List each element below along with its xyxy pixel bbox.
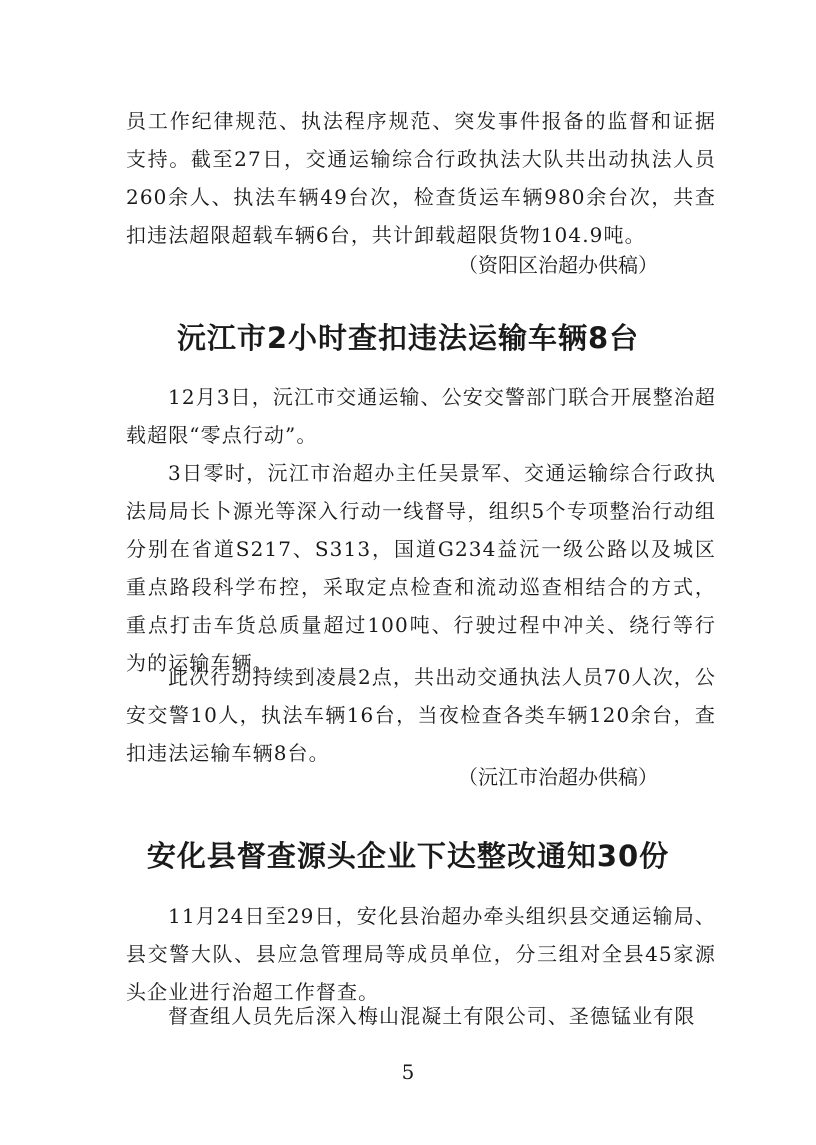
article2-title: 沅江市2小时查扣违法运输车辆8台: [176, 321, 640, 355]
article1-body: 员工作纪律规范、执法程序规范、突发事件报备的监督和证据支持。截至27日，交通运输综合行政执法大队共出动执法人员260余人、执法车辆49台次，检查货运车辆980余台次，共查扣违法超限超载车辆6台，共计卸载超限货物104.9吨。: [126, 109, 716, 247]
page-number: 5: [401, 1060, 415, 1084]
article2-paragraph: 此次行动持续到凌晨2点，共出动交通执法人员70人次，公安交警10人，执法车辆16台，当夜检查各类车辆120余台，查扣违法运输车辆8台。: [126, 665, 716, 765]
article3-paragraph: 督查组人员先后深入梅山混凝土有限公司、圣德锰业有限: [168, 1004, 696, 1028]
article3-title: 安化县督查源头企业下达整改通知30份: [146, 839, 670, 873]
article3-paragraph: 11月24日至29日，安化县治超办牵头组织县交通运输局、县交警大队、县应急管理局等成员单位，分三组对全县45家源头企业进行治超工作督查。: [126, 904, 716, 1004]
article2-paragraph: 12月3日，沅江市交通运输、公安交警部门联合开展整治超载超限“零点行动”。: [126, 385, 716, 447]
article2-source: （沅江市治超办供稿）: [458, 765, 658, 789]
article2-paragraph: 3日零时，沅江市治超办主任吴景军、交通运输综合行政执法局局长卜源光等深入行动一线督导，组织5个专项整治行动组分别在省道S217、S313，国道G234益沅一级公路以及城区重点路段科学布控，采取定点检查和流动巡查相结合的方式，重点打击车货总质量超过100吨、行驶过程中冲关、绕行等行为的运输车辆。: [126, 461, 716, 675]
article1-source: （资阳区治超办供稿）: [458, 253, 658, 277]
